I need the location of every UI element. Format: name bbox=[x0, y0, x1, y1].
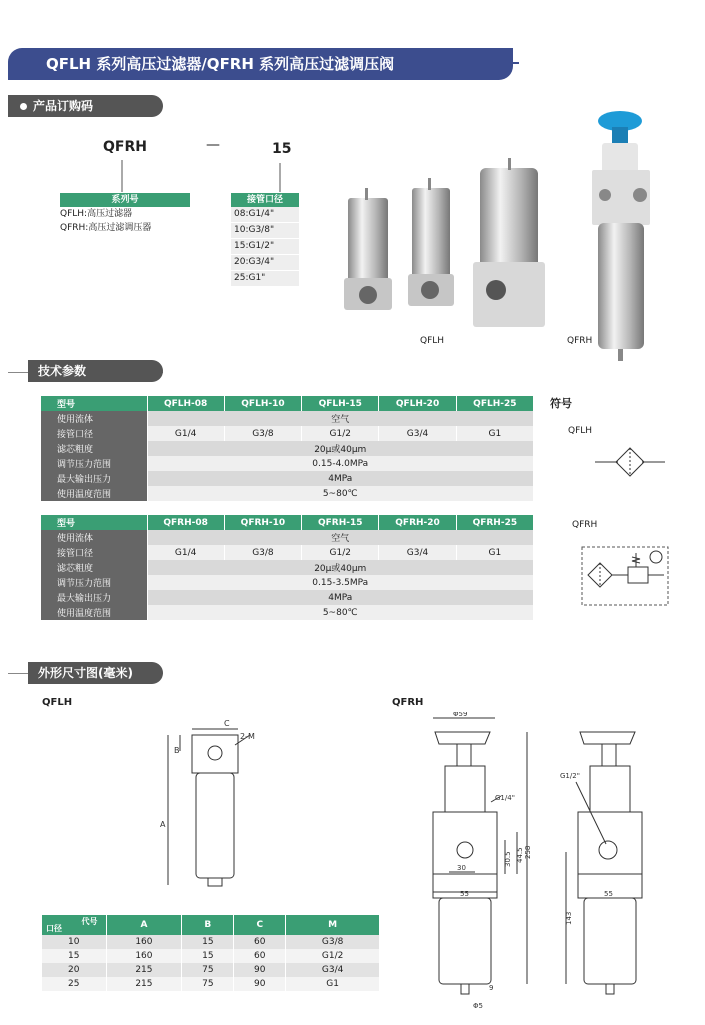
row-value: 0.15-4.0MPa bbox=[147, 456, 534, 471]
table-header: C bbox=[234, 915, 286, 935]
table-header: QFRH-10 bbox=[224, 515, 301, 530]
qflh-product-photos bbox=[340, 150, 560, 340]
row-value: 空气 bbox=[147, 530, 534, 545]
row-value: G1/4 bbox=[147, 426, 224, 441]
table-row bbox=[41, 575, 534, 590]
row-value: G3/4 bbox=[379, 426, 456, 441]
table-header: QFRH-15 bbox=[302, 515, 379, 530]
table-cell: 25 bbox=[42, 977, 106, 991]
symbol-title: 符号 bbox=[550, 397, 572, 410]
list-item: 25:G1" bbox=[231, 271, 299, 286]
row-label: 接管口径 bbox=[41, 545, 147, 560]
table-cell: 60 bbox=[234, 949, 286, 963]
dim-label: 2-M bbox=[240, 732, 255, 741]
list-item: 08:G1/4" bbox=[231, 207, 299, 222]
row-label: 滤芯粗度 bbox=[41, 441, 147, 456]
table-row bbox=[41, 545, 534, 560]
table-header: 型号 bbox=[41, 515, 147, 530]
symbol-qflh-label: QFLH bbox=[568, 426, 593, 436]
table-cell: 215 bbox=[106, 977, 182, 991]
series-list bbox=[60, 193, 190, 235]
table-header: M bbox=[286, 915, 380, 935]
qfrh-regulator-symbol bbox=[578, 543, 673, 608]
qflh-filter-symbol bbox=[590, 440, 670, 485]
table-cell: 160 bbox=[106, 949, 182, 963]
row-value: G1 bbox=[456, 545, 533, 560]
row-label: 使用流体 bbox=[41, 411, 147, 426]
row-value: 5~80℃ bbox=[147, 605, 534, 620]
page-title: QFLH 系列高压过滤器/QFRH 系列高压过滤调压阀 bbox=[8, 48, 513, 80]
list-item: QFRH:高压过滤调压器 bbox=[60, 223, 152, 233]
row-label: 最大输出压力 bbox=[41, 471, 147, 486]
table-cell: G3/4 bbox=[286, 963, 380, 977]
row-value: G3/8 bbox=[224, 426, 301, 441]
symbol-qfrh-label: QFRH bbox=[572, 520, 598, 530]
table-row bbox=[41, 456, 534, 471]
dim-label: 258 bbox=[524, 845, 532, 859]
table-cell: G1 bbox=[286, 977, 380, 991]
table-header: B bbox=[182, 915, 234, 935]
title-divider bbox=[505, 62, 519, 64]
dim-label: 30 bbox=[457, 864, 466, 872]
dim-label: 30.5 bbox=[504, 851, 512, 867]
table-row bbox=[41, 426, 534, 441]
qflh-spec-table bbox=[41, 396, 534, 501]
table-cell: 75 bbox=[182, 977, 234, 991]
table-row bbox=[41, 486, 534, 501]
port-list bbox=[231, 193, 299, 287]
row-label: 滤芯粗度 bbox=[41, 560, 147, 575]
dim-label: 9 bbox=[489, 984, 494, 992]
table-corner bbox=[42, 915, 106, 935]
row-value: 20μ或40μm bbox=[147, 441, 534, 456]
table-header: 型号 bbox=[41, 396, 147, 411]
table-cell: 15 bbox=[182, 935, 234, 949]
table-cell: 215 bbox=[106, 963, 182, 977]
dimension-table bbox=[42, 915, 380, 991]
table-cell: 20 bbox=[42, 963, 106, 977]
table-header: QFLH-08 bbox=[147, 396, 224, 411]
dim-label: 55 bbox=[460, 890, 469, 898]
list-item: QFLH:高压过滤器 bbox=[60, 209, 133, 219]
table-header: A bbox=[106, 915, 182, 935]
bullet-icon bbox=[20, 103, 27, 110]
table-row bbox=[41, 605, 534, 620]
row-label: 使用流体 bbox=[41, 530, 147, 545]
port-header: 接管口径 bbox=[231, 193, 299, 207]
qflh-drawing-title: QFLH bbox=[42, 697, 73, 708]
row-value: G1/2 bbox=[302, 426, 379, 441]
table-cell: 10 bbox=[42, 935, 106, 949]
table-header: QFRH-20 bbox=[379, 515, 456, 530]
qfrh-dimension-drawing-front bbox=[405, 712, 545, 1012]
table-row bbox=[41, 530, 534, 545]
table-cell: 15 bbox=[42, 949, 106, 963]
dim-label: 55 bbox=[604, 890, 613, 898]
table-header: QFRH-08 bbox=[147, 515, 224, 530]
table-header: QFLH-15 bbox=[302, 396, 379, 411]
qfrh-dimension-drawing-side bbox=[550, 712, 660, 1012]
qfrh-drawing-title: QFRH bbox=[392, 697, 424, 708]
row-value: G1/2 bbox=[302, 545, 379, 560]
row-value: G3/4 bbox=[379, 545, 456, 560]
dim-label: 143 bbox=[565, 911, 573, 925]
table-row bbox=[42, 963, 380, 977]
table-row bbox=[41, 411, 534, 426]
row-value: 空气 bbox=[147, 411, 534, 426]
row-label: 调节压力范围 bbox=[41, 575, 147, 590]
table-cell: G1/2 bbox=[286, 949, 380, 963]
row-label: 使用温度范围 bbox=[41, 605, 147, 620]
row-value: 0.15-3.5MPa bbox=[147, 575, 534, 590]
table-cell: G3/8 bbox=[286, 935, 380, 949]
code-dash: — bbox=[206, 137, 220, 153]
row-value: G3/8 bbox=[224, 545, 301, 560]
qfrh-spec-table bbox=[41, 515, 534, 620]
table-cell: 90 bbox=[234, 963, 286, 977]
table-cell: 15 bbox=[182, 949, 234, 963]
dim-label: G1/2" bbox=[560, 772, 580, 780]
dim-label: Φ5 bbox=[473, 1002, 483, 1010]
dim-label: Φ59 bbox=[453, 712, 468, 718]
section-dimensions: 外形尺寸图(毫米) bbox=[28, 662, 163, 684]
qflh-photo-label: QFLH bbox=[420, 336, 445, 346]
dim-label: A bbox=[160, 820, 166, 829]
corner-bottom-label: 口径 bbox=[46, 924, 62, 933]
section-order-code bbox=[8, 95, 163, 117]
row-value: G1/4 bbox=[147, 545, 224, 560]
list-item: 15:G1/2" bbox=[231, 239, 299, 254]
row-value: 4MPa bbox=[147, 590, 534, 605]
section-tech-params: 技术参数 bbox=[28, 360, 163, 382]
list-item: 20:G3/4" bbox=[231, 255, 299, 270]
row-label: 调节压力范围 bbox=[41, 456, 147, 471]
row-label: 最大输出压力 bbox=[41, 590, 147, 605]
table-cell: 160 bbox=[106, 935, 182, 949]
row-value: G1 bbox=[456, 426, 533, 441]
port-code: 15 bbox=[272, 141, 292, 157]
row-label: 接管口径 bbox=[41, 426, 147, 441]
list-item: 10:G3/8" bbox=[231, 223, 299, 238]
row-value: 4MPa bbox=[147, 471, 534, 486]
table-row bbox=[41, 441, 534, 456]
row-label: 使用温度范围 bbox=[41, 486, 147, 501]
table-row bbox=[41, 590, 534, 605]
section-label: 产品订购码 bbox=[33, 99, 94, 113]
table-row bbox=[42, 935, 380, 949]
dim-label: G1/4" bbox=[495, 794, 515, 802]
table-row bbox=[41, 471, 534, 486]
qflh-dimension-drawing bbox=[150, 715, 280, 905]
table-cell: 90 bbox=[234, 977, 286, 991]
table-cell: 75 bbox=[182, 963, 234, 977]
table-header: QFLH-20 bbox=[379, 396, 456, 411]
dim-label: C bbox=[224, 719, 230, 728]
table-row bbox=[41, 560, 534, 575]
qfrh-product-photo bbox=[580, 105, 680, 370]
code-connector-lines bbox=[100, 155, 300, 195]
table-header: QFRH-25 bbox=[456, 515, 533, 530]
table-cell: 60 bbox=[234, 935, 286, 949]
row-value: 5~80℃ bbox=[147, 486, 534, 501]
model-code: QFRH bbox=[103, 139, 147, 155]
qfrh-photo-label: QFRH bbox=[567, 336, 593, 346]
row-value: 20μ或40μm bbox=[147, 560, 534, 575]
table-header: QFLH-25 bbox=[456, 396, 533, 411]
dim-label: B bbox=[174, 746, 180, 755]
table-row bbox=[42, 949, 380, 963]
dim-label: 44.5 bbox=[516, 847, 524, 863]
table-row bbox=[42, 977, 380, 991]
corner-top-label: 代号 bbox=[81, 917, 98, 926]
series-header: 系列号 bbox=[60, 193, 190, 207]
table-header: QFLH-10 bbox=[224, 396, 301, 411]
